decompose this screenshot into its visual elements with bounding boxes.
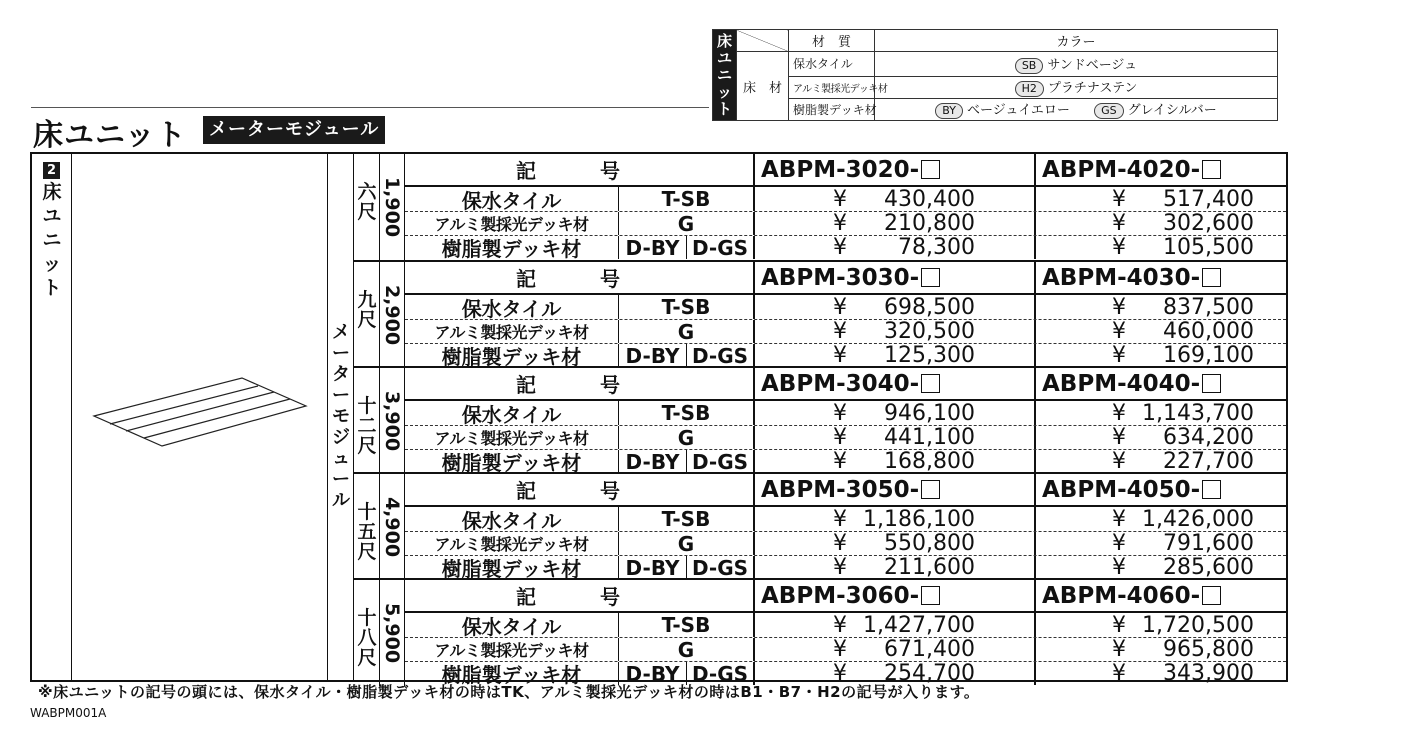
model-header-row	[405, 580, 1286, 613]
legend-color-resin	[875, 98, 1278, 120]
price-2	[1036, 320, 1286, 343]
legend-color-tile	[875, 52, 1278, 76]
material-label: 樹脂製デッキ材	[405, 236, 619, 259]
material-code: G	[619, 426, 755, 449]
price-amount: 168,800	[884, 449, 975, 474]
price-1	[755, 638, 1036, 661]
price-row-resin	[405, 449, 1286, 473]
legend-header-color: カラー	[875, 30, 1278, 52]
code-header: 記 号	[405, 262, 755, 293]
length-shaku: 九尺	[357, 289, 377, 331]
color-code-badge: BY	[935, 103, 963, 119]
length-shaku: 十八尺	[357, 607, 377, 669]
price-1	[755, 450, 1036, 473]
color-code-badge: H2	[1015, 81, 1044, 97]
material-code: G	[619, 320, 755, 343]
color-legend-table	[712, 29, 1278, 121]
price-2	[1036, 507, 1286, 531]
length-mm-value: 1,900	[381, 176, 403, 238]
material-code: G	[619, 212, 755, 235]
material-code-b: D-GS	[687, 662, 755, 685]
length-mm	[379, 368, 405, 474]
legend-side-label: 床ユニット	[713, 30, 737, 121]
material-label: 樹脂製デッキ材	[405, 556, 619, 579]
price-row-tile	[405, 295, 1286, 319]
price-2	[1036, 344, 1286, 367]
material-label: 保水タイル	[405, 187, 619, 211]
price-2	[1036, 187, 1286, 211]
model-header-row	[405, 154, 1286, 187]
material-label: 保水タイル	[405, 295, 619, 319]
module-badge: メーターモジュール	[203, 116, 385, 144]
yen-symbol: ¥	[1112, 661, 1126, 686]
length-mm-value: 3,900	[381, 390, 403, 452]
yen-symbol: ¥	[833, 235, 847, 260]
yen-symbol: ¥	[1112, 449, 1126, 474]
floor-unit-illustration	[92, 376, 312, 446]
price-amount: 285,600	[1163, 555, 1254, 580]
material-code-a: D-BY	[619, 556, 687, 579]
yen-symbol: ¥	[1112, 319, 1126, 344]
material-code-b: D-GS	[687, 450, 755, 473]
code-header: 記 号	[405, 474, 755, 505]
legend-category: 床 材	[737, 52, 789, 121]
material-code-a: D-BY	[619, 236, 687, 259]
material-label: 樹脂製デッキ材	[405, 662, 619, 685]
yen-symbol: ¥	[1112, 612, 1126, 638]
model-number-1	[755, 368, 1036, 399]
length-mm-value: 5,900	[381, 602, 403, 664]
model-number-2	[1036, 368, 1286, 399]
price-amount: 671,400	[884, 637, 975, 662]
price-amount: 302,600	[1163, 211, 1254, 236]
option-code-box	[1202, 268, 1221, 287]
yen-symbol: ¥	[833, 555, 847, 580]
price-2	[1036, 532, 1286, 555]
price-amount: 1,143,700	[1142, 400, 1254, 426]
material-code-b: D-GS	[687, 236, 755, 259]
price-2	[1036, 450, 1286, 473]
price-1	[755, 344, 1036, 367]
model-header-row	[405, 474, 1286, 507]
price-amount: 105,500	[1163, 235, 1254, 260]
option-code-box	[921, 586, 940, 605]
color-name: グレイシルバー	[1127, 103, 1217, 119]
model-number-2	[1036, 262, 1286, 293]
yen-symbol: ¥	[1112, 186, 1126, 212]
length-mm-value: 2,900	[381, 284, 403, 346]
material-code: T-SB	[619, 507, 755, 531]
size-group	[354, 578, 1286, 687]
price-row-tile	[405, 613, 1286, 637]
length-mm-value: 4,900	[381, 496, 403, 558]
price-amount: 460,000	[1163, 319, 1254, 344]
yen-symbol: ¥	[1112, 235, 1126, 260]
price-amount: 634,200	[1163, 425, 1254, 450]
color-name: サンドベージュ	[1047, 57, 1138, 73]
material-label: アルミ製採光デッキ材	[405, 532, 619, 555]
model-number-2	[1036, 154, 1286, 185]
model-number-2	[1036, 580, 1286, 611]
option-code-box	[1202, 480, 1221, 499]
yen-symbol: ¥	[1112, 400, 1126, 426]
price-amount: 837,500	[1163, 294, 1254, 320]
page-title: 床ユニット	[33, 118, 187, 153]
price-amount: 1,186,100	[863, 506, 975, 532]
size-group	[354, 366, 1286, 475]
material-label: 樹脂製デッキ材	[405, 344, 619, 367]
legend-material-tile: 保水タイル	[789, 52, 875, 76]
model-number-text: ABPM-4040-	[1042, 370, 1201, 397]
product-illustration-area	[72, 154, 328, 680]
price-1	[755, 401, 1036, 425]
legend-diagonal-cell	[737, 30, 789, 52]
option-code-box	[921, 480, 940, 499]
option-code-box	[1202, 374, 1221, 393]
yen-symbol: ¥	[833, 661, 847, 686]
material-code: T-SB	[619, 613, 755, 637]
yen-symbol: ¥	[833, 211, 847, 236]
price-1	[755, 556, 1036, 579]
section-label: 床ユニット	[42, 181, 62, 299]
price-amount: 78,300	[898, 235, 975, 260]
model-number-text: ABPM-4060-	[1042, 582, 1201, 609]
price-2	[1036, 613, 1286, 637]
color-code-badge: GS	[1094, 103, 1124, 119]
material-code: T-SB	[619, 295, 755, 319]
model-number-text: ABPM-4030-	[1042, 264, 1201, 291]
price-2	[1036, 426, 1286, 449]
model-number-text: ABPM-4050-	[1042, 476, 1201, 503]
document-code: WABPM001A	[30, 706, 107, 720]
code-header: 記 号	[405, 580, 755, 611]
price-2	[1036, 638, 1286, 661]
model-number-text: ABPM-3040-	[761, 370, 920, 397]
price-amount: 1,426,000	[1142, 506, 1254, 532]
length-mm	[379, 154, 405, 260]
yen-symbol: ¥	[833, 186, 847, 212]
material-label: 保水タイル	[405, 613, 619, 637]
model-number-text: ABPM-3050-	[761, 476, 920, 503]
price-1	[755, 236, 1036, 259]
model-number-1	[755, 580, 1036, 611]
price-1	[755, 507, 1036, 531]
price-1	[755, 212, 1036, 235]
price-amount: 210,800	[884, 211, 975, 236]
price-amount: 946,100	[884, 400, 975, 426]
yen-symbol: ¥	[1112, 531, 1126, 556]
size-group	[354, 260, 1286, 369]
price-amount: 517,400	[1163, 186, 1254, 212]
price-row-alu	[405, 211, 1286, 235]
price-2	[1036, 662, 1286, 685]
yen-symbol: ¥	[833, 637, 847, 662]
model-header-row	[405, 262, 1286, 295]
color-name: プラチナステン	[1047, 81, 1138, 97]
price-amount: 1,427,700	[863, 612, 975, 638]
material-code-a: D-BY	[619, 450, 687, 473]
yen-symbol: ¥	[1112, 555, 1126, 580]
material-code-b: D-GS	[687, 556, 755, 579]
yen-symbol: ¥	[833, 449, 847, 474]
price-amount: 965,800	[1163, 637, 1254, 662]
length-mm	[379, 474, 405, 580]
price-amount: 254,700	[884, 661, 975, 686]
color-name: ベージュイエロー	[966, 103, 1070, 119]
yen-symbol: ¥	[1112, 637, 1126, 662]
material-code: T-SB	[619, 401, 755, 425]
length-shaku: 十二尺	[357, 395, 377, 457]
price-1	[755, 532, 1036, 555]
option-code-box	[921, 374, 940, 393]
yen-symbol: ¥	[833, 425, 847, 450]
model-number-text: ABPM-4020-	[1042, 156, 1201, 183]
yen-symbol: ¥	[833, 506, 847, 532]
yen-symbol: ¥	[1112, 425, 1126, 450]
price-row-tile	[405, 507, 1286, 531]
price-row-resin	[405, 343, 1286, 367]
price-1	[755, 426, 1036, 449]
module-label: メーターモジュール	[332, 322, 350, 511]
price-2	[1036, 295, 1286, 319]
legend-material-resin: 樹脂製デッキ材	[789, 98, 875, 120]
length-mm	[379, 580, 405, 686]
model-number-text: ABPM-3020-	[761, 156, 920, 183]
legend-material-alu: アルミ製採光デッキ材	[789, 76, 875, 98]
price-amount: 211,600	[884, 555, 975, 580]
price-amount: 791,600	[1163, 531, 1254, 556]
price-row-alu	[405, 531, 1286, 555]
material-code: G	[619, 532, 755, 555]
price-1	[755, 295, 1036, 319]
price-amount: 698,500	[884, 294, 975, 320]
price-amount: 550,800	[884, 531, 975, 556]
price-2	[1036, 556, 1286, 579]
yen-symbol: ¥	[1112, 294, 1126, 320]
price-row-alu	[405, 319, 1286, 343]
price-2	[1036, 236, 1286, 259]
model-number-text: ABPM-3030-	[761, 264, 920, 291]
length-mm	[379, 262, 405, 368]
material-code-a: D-BY	[619, 344, 687, 367]
price-amount: 430,400	[884, 186, 975, 212]
side-strip	[32, 154, 72, 680]
model-number-2	[1036, 474, 1286, 505]
model-number-1	[755, 262, 1036, 293]
material-label: アルミ製採光デッキ材	[405, 212, 619, 235]
yen-symbol: ¥	[833, 319, 847, 344]
option-code-box	[1202, 586, 1221, 605]
code-header: 記 号	[405, 154, 755, 185]
price-row-tile	[405, 187, 1286, 211]
price-amount: 1,720,500	[1142, 612, 1254, 638]
legend-color-alu	[875, 76, 1278, 98]
material-label: アルミ製採光デッキ材	[405, 638, 619, 661]
yen-symbol: ¥	[1112, 343, 1126, 368]
section-number-badge: 2	[43, 162, 60, 179]
title-separator	[31, 107, 709, 108]
material-label: 保水タイル	[405, 507, 619, 531]
price-amount: 320,500	[884, 319, 975, 344]
size-group	[354, 154, 1286, 260]
option-code-box	[1202, 160, 1221, 179]
size-group	[354, 472, 1286, 581]
price-2	[1036, 401, 1286, 425]
material-label: 保水タイル	[405, 401, 619, 425]
yen-symbol: ¥	[1112, 211, 1126, 236]
material-label: アルミ製採光デッキ材	[405, 426, 619, 449]
model-number-text: ABPM-3060-	[761, 582, 920, 609]
option-code-box	[921, 160, 940, 179]
material-label: アルミ製採光デッキ材	[405, 320, 619, 343]
price-amount: 343,900	[1163, 661, 1254, 686]
yen-symbol: ¥	[1112, 506, 1126, 532]
model-number-1	[755, 154, 1036, 185]
price-amount: 227,700	[1163, 449, 1254, 474]
option-code-box	[921, 268, 940, 287]
price-1	[755, 613, 1036, 637]
code-header: 記 号	[405, 368, 755, 399]
footnote: ※床ユニットの記号の頭には、保水タイル・樹脂製デッキ材の時はTK、アルミ製採光デッキ材の時はB1・B7・H2の記号が入ります。	[38, 683, 980, 701]
length-shaku: 十五尺	[357, 501, 377, 563]
material-label: 樹脂製デッキ材	[405, 450, 619, 473]
price-row-alu	[405, 425, 1286, 449]
model-header-row	[405, 368, 1286, 401]
yen-symbol: ¥	[833, 400, 847, 426]
price-1	[755, 187, 1036, 211]
price-table	[30, 152, 1288, 687]
material-code: T-SB	[619, 187, 755, 211]
legend-header-material: 材 質	[789, 30, 875, 52]
price-row-alu	[405, 637, 1286, 661]
material-code-a: D-BY	[619, 662, 687, 685]
price-1	[755, 320, 1036, 343]
price-amount: 169,100	[1163, 343, 1254, 368]
price-row-resin	[405, 235, 1286, 259]
module-column	[328, 154, 354, 680]
yen-symbol: ¥	[833, 612, 847, 638]
length-shaku: 六尺	[357, 181, 377, 223]
price-amount: 441,100	[884, 425, 975, 450]
price-row-resin	[405, 555, 1286, 579]
yen-symbol: ¥	[833, 343, 847, 368]
price-row-tile	[405, 401, 1286, 425]
color-code-badge: SB	[1015, 58, 1044, 74]
price-amount: 125,300	[884, 343, 975, 368]
price-2	[1036, 212, 1286, 235]
material-code-b: D-GS	[687, 344, 755, 367]
yen-symbol: ¥	[833, 531, 847, 556]
model-number-1	[755, 474, 1036, 505]
yen-symbol: ¥	[833, 294, 847, 320]
material-code: G	[619, 638, 755, 661]
